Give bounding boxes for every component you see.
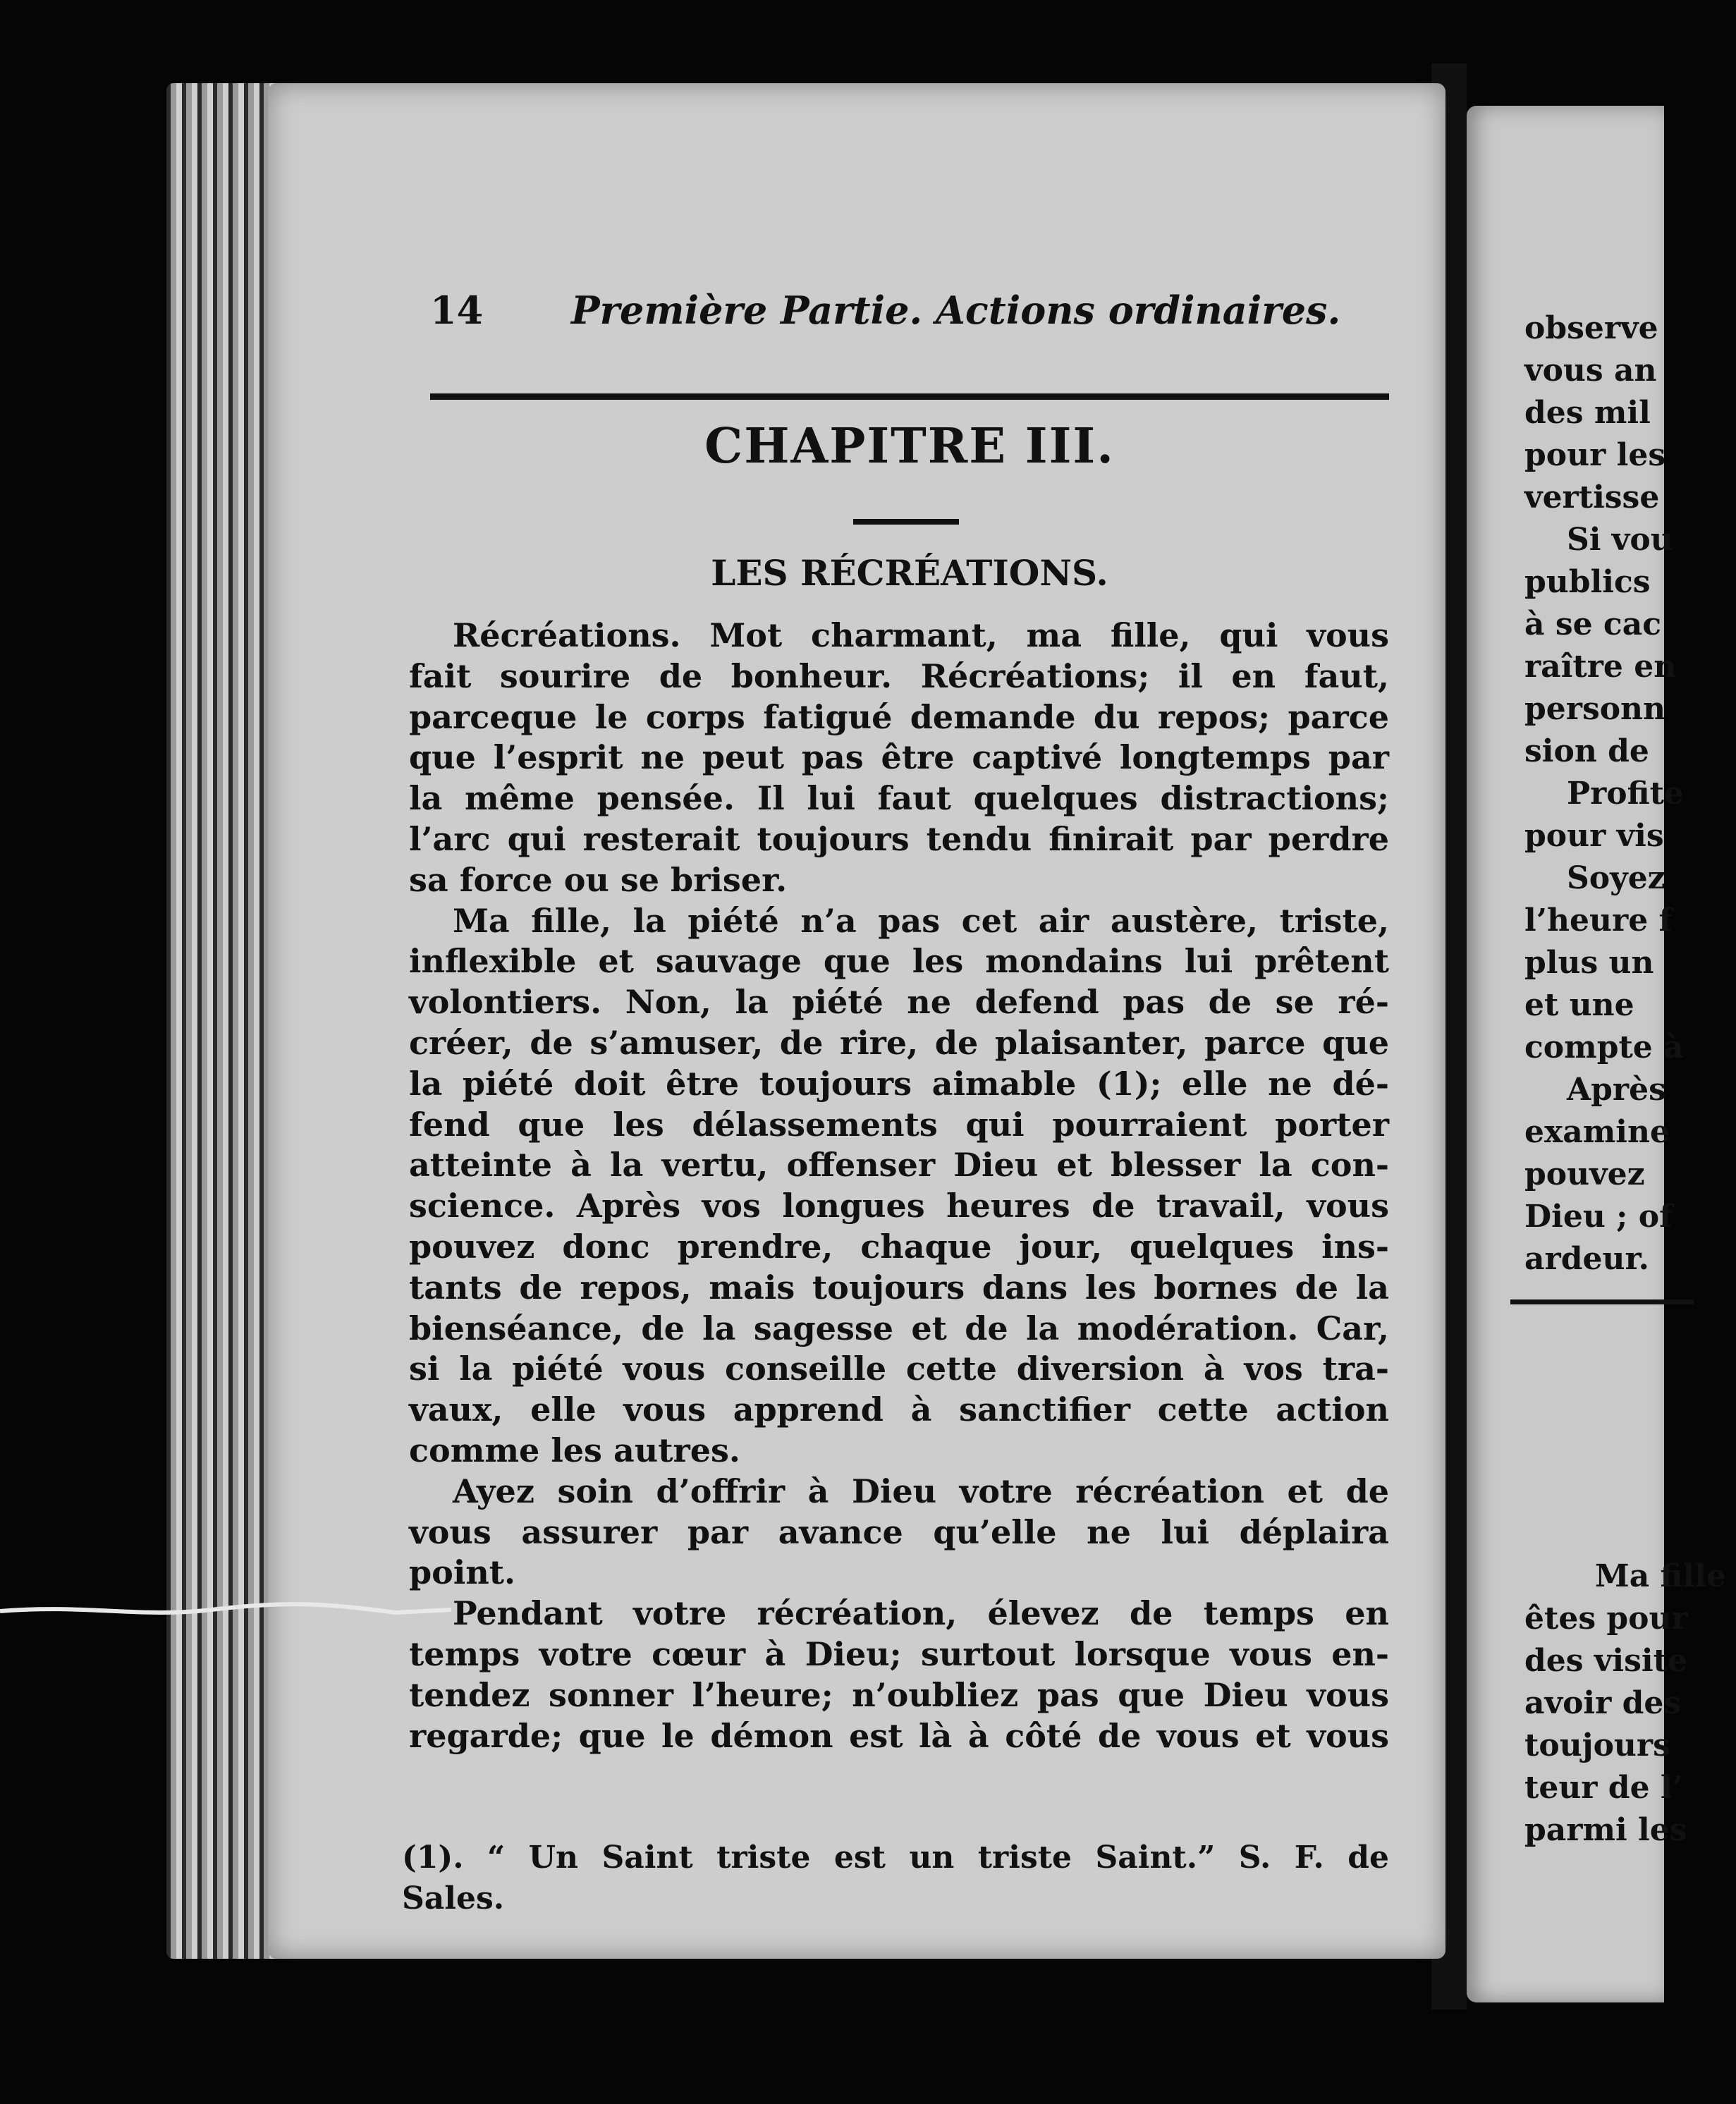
chapter-rule	[853, 519, 959, 525]
running-head	[430, 288, 1417, 344]
text-line: tendez sonner l’heure; n’oubliez pas que Dieu vous	[409, 1675, 1389, 1714]
text-line: des mil	[1524, 395, 1651, 431]
body-text	[409, 616, 1389, 1756]
text-line: Ayez soin d’offrir à Dieu votre récréation et de	[453, 1472, 1389, 1510]
text-line: pouvez donc prendre, chaque jour, quelques ins-	[409, 1227, 1389, 1266]
text-line: bienséance, de la sagesse et de la modération. Car,	[409, 1309, 1389, 1347]
page-number: 14	[430, 288, 484, 333]
text-line: Ma fille, la piété n’a pas cet air austère, triste,	[453, 901, 1389, 940]
text-line: Récréations. Mot charmant, ma fille, qui vous	[453, 616, 1389, 654]
text-line: publics	[1524, 564, 1651, 600]
text-line: Dieu ; of	[1524, 1199, 1673, 1235]
right-page	[1467, 106, 1726, 2002]
text-line: la piété doit être toujours aimable (1); elle ne dé-	[409, 1064, 1389, 1103]
text-line: vous assurer par avance qu’elle ne lui déplaira	[409, 1512, 1389, 1551]
text-line: si la piété vous conseille cette diversion à vos tra-	[409, 1350, 1389, 1388]
text-line: Après	[1567, 1072, 1666, 1108]
text-line: personn	[1524, 691, 1666, 727]
text-line: examine	[1524, 1114, 1670, 1150]
right-page-rule	[1510, 1299, 1694, 1304]
text-line: tants de repos, mais toujours dans les bornes de la	[409, 1268, 1389, 1307]
text-line: comme les autres.	[409, 1431, 740, 1469]
text-line: l’arc qui resterait toujours tendu finirait par perdre	[409, 819, 1389, 858]
text-line: Soyez	[1567, 860, 1665, 896]
text-line: pour les	[1524, 437, 1666, 473]
text-line: vertisse	[1524, 479, 1660, 515]
text-line: que l’esprit ne peut pas être captivé longtemps par	[409, 738, 1389, 777]
text-line: inflexible et sauvage que les mondains lui prêtent	[409, 942, 1389, 981]
text-line: créer, de s’amuser, de rire, de plaisanter, parce que	[409, 1023, 1389, 1062]
text-line: science. Après vos longues heures de travail, vous	[409, 1187, 1389, 1225]
text-line: avoir des	[1524, 1685, 1682, 1721]
text-line: volontiers. Non, la piété ne defend pas de se ré-	[409, 983, 1389, 1022]
text-line: pouvez	[1524, 1156, 1645, 1192]
text-line: atteinte à la vertu, offenser Dieu et blesser la con-	[409, 1146, 1389, 1185]
text-line: toujours	[1524, 1727, 1670, 1763]
text-line: l’heure f	[1524, 903, 1673, 938]
running-title: Première Partie. Actions ordinaires.	[571, 288, 1341, 333]
text-line: la même pensée. Il lui faut quelques distractions;	[409, 779, 1389, 818]
text-line: observe	[1524, 310, 1658, 346]
text-line: sion de	[1524, 733, 1649, 769]
text-line: vaux, elle vous apprend à sanctifier cette action	[409, 1390, 1389, 1429]
text-line: des visite	[1524, 1643, 1687, 1679]
text-line: temps votre cœur à Dieu; surtout lorsque vous en-	[409, 1634, 1389, 1673]
chapter-title: CHAPITRE III.	[704, 418, 1115, 475]
text-line: ardeur.	[1524, 1241, 1649, 1277]
text-line: parceque le corps fatigué demande du repos; parce	[409, 697, 1389, 736]
section-title: LES RÉCRÉATIONS.	[711, 552, 1108, 594]
header-rule	[430, 393, 1389, 400]
text-line: point.	[409, 1553, 516, 1592]
text-line: pour vis	[1524, 818, 1664, 854]
text-line: êtes pour	[1524, 1601, 1688, 1637]
text-line: et une	[1524, 987, 1634, 1023]
text-line: raître en	[1524, 649, 1677, 685]
text-line: teur de l’	[1524, 1770, 1683, 1806]
text-line: fait sourire de bonheur. Récréations; il en faut,	[409, 656, 1389, 695]
paper-crack	[0, 1597, 451, 1625]
text-line: parmi les	[1524, 1812, 1687, 1848]
footnote	[402, 1837, 1389, 1919]
text-line: à se cac	[1524, 606, 1662, 642]
text-line: regarde; que le démon est là à côté de vous et vous	[409, 1716, 1389, 1755]
footnote-line: (1). “ Un Saint triste est un triste Saint.” S. F. de	[402, 1840, 1389, 1876]
text-line: Ma fille	[1595, 1558, 1726, 1594]
left-page	[268, 83, 1445, 1959]
text-line: sa force ou se briser.	[409, 860, 788, 899]
text-line: Profite	[1567, 776, 1684, 812]
text-line: Si vou	[1567, 522, 1673, 558]
footnote-line: Sales.	[402, 1880, 505, 1916]
text-line: Pendant votre récréation, élevez de temps en	[453, 1594, 1389, 1633]
text-line: vous an	[1524, 353, 1657, 389]
text-line: plus un	[1524, 945, 1654, 981]
text-line: fend que les délassements qui pourraient porter	[409, 1105, 1389, 1144]
text-line: compte à	[1524, 1029, 1684, 1065]
